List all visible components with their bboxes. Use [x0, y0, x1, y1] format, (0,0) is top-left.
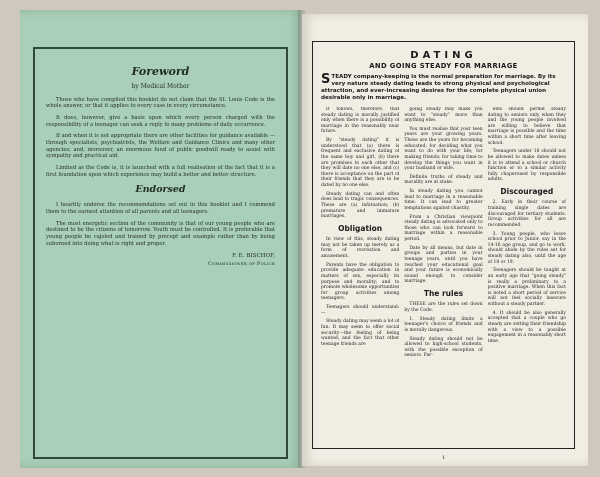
endorsed-title: Endorsed — [135, 184, 186, 196]
foreword-paragraph: Those who have compiled this booklet do not claim that the St. Louis Code is the whole answer, or that it applies to every case in every circumstance. — [46, 96, 275, 110]
article-paragraph: Steady dating can and often does lead to tragic consequences. These are (a) infatuation; (b) premature and immature marriages. — [321, 191, 400, 220]
foreword-title: Foreword — [131, 65, 190, 78]
article-paragraph: 1. Steady dating limits a teenager's choice of friends and is morally dangerous. — [404, 316, 483, 333]
dating-heading: DATING — [410, 50, 477, 61]
article-paragraph: Steady dating may seem a lot of fun. It may seem to offer social security—the feeling of being wanted; and the fact that other teenage friends are — [321, 319, 400, 347]
article-paragraph: Teenagers should understand:— — [321, 305, 400, 316]
article-paragraph: You must realise that your teen years are your growing years. These are the years for becoming educated; for deciding what you want to do with your life; for making friends; for taking time to develop the things you want in your husband or wife. — [404, 126, 483, 172]
foreword-paragraph: Limited as the Code is, it is launched with a full realisation of the fact that it is a first foundation upon which experience may build a better and better structure. — [46, 165, 275, 178]
article-paragraph: It follows, therefore, that steady dating is morally justified only when there is a possibility of marriage in the reasonably near future. — [321, 106, 400, 135]
article-paragraph: Teenagers should be taught at an early age that "going steady" is really a preliminary to a positive marriage. When this fact is noted a short period of service will not feel socially insecure without a steady partner. — [487, 268, 566, 308]
foreword-byline: by Medical Mother — [131, 83, 190, 91]
article-paragraph: In view of this, steady dating may not be taken up merely as a form of recreation and amusement. — [321, 237, 400, 260]
article-paragraph: Steady dating should not be allowed to high-school students, with the possible exception of seniors. Par- — [404, 336, 483, 359]
right-page-frame — [312, 41, 575, 461]
obligation-heading: Obligation — [338, 223, 383, 233]
column-3 — [488, 107, 566, 362]
endorsed-paragraph: I heartily endorse the recommendations set out in this booklet and I commend them to the earnest attention of all parents and all teenagers. — [46, 202, 275, 216]
article-paragraph: ents should permit steady dating to seniors only when they and the young people involved are willing to believe that marriage is possible and the time within a short time after leaving school. — [487, 106, 566, 146]
intro-dropcap: S — [321, 72, 331, 87]
page-number: 1 — [441, 455, 446, 461]
article-paragraph: Parents have the obligation to provide adequate education in matters of sex, especially its purpose and morality; and to promote wholesome opportunities for group activities among teenagers. — [321, 262, 400, 302]
rules-heading: The rules — [423, 289, 464, 299]
endorsed-paragraph: The most energetic section of the community is that of our young people who are destined to be the citizens of tomorrow. Youth must be controlled. It is preferable that young people be cajoled and trained by precept and example rather than by being suborned into doing what is right and proper. — [46, 220, 275, 247]
article-paragraph: Teenagers under 16 should not be allowed to make dates unless it is to attend a school or church function or to a similar activity fully chaperoned by responsible adults. — [487, 149, 566, 183]
column-2 — [404, 107, 482, 362]
dating-subheading: AND GOING STEADY FOR MARRIAGE — [369, 62, 518, 70]
article-paragraph: By "steady dating" it is understood that (a) there is frequent and exclusive dating of the same boy and girl, (b) there are promises to each other that they will date no one else, and (c) there is acceptance on the part of their friends that they are to be dated by no one else. — [321, 138, 400, 189]
article-paragraph: From a Christian viewpoint steady dating is advocated only to those who can look forward to marriage within a reasonable period. — [404, 214, 483, 243]
article-paragraph: 2. Early in their course of training single dates are discouraged for tertiary students. Group activities for all are recommended. — [487, 200, 566, 228]
article-paragraph: Definite truths of steady and morality are at stake. — [404, 174, 483, 186]
intro-paragraph — [321, 74, 566, 102]
left-page-frame — [33, 47, 288, 459]
article-paragraph: THESE are the rules set down by the Code. — [404, 302, 483, 314]
article-paragraph: In steady dating you cannot lead to marriage in a reasonable time. It can lead to greater temptations against chastity. — [404, 189, 483, 211]
right-page — [302, 14, 588, 466]
foreword-paragraph: If and when it is not appropriate there are other facilities for guidance available — through specialists, psychiatrists, the Welfare and Guidance Clinics and many other agencies; and, moreover, an enormous fund of public goodwill ready to assist with sympathy and practical aid. — [46, 133, 275, 160]
article-paragraph: 4. It should be also generally accepted that a couple who go steady are setting their friendship with a view to a possible engagement in a reasonably short time. — [487, 310, 566, 344]
foreword-paragraph: It does, however, give a basis upon which every person charged with the responsibility of a teenager can seek a reply to many problems of daily occurrence. — [46, 115, 275, 128]
intro-text: TEADY company-keeping is the normal preparation for marriage. By its very nature steady dating leads to strong physical and psychological attraction, and ever-increasing desires for the complete physical union desirable only in marriage. — [321, 74, 556, 101]
article-columns — [321, 107, 566, 362]
left-page — [20, 10, 302, 468]
article-paragraph: going steady may make you want to "steady" more than anything else. — [404, 106, 483, 124]
article-paragraph: 3. Young people, who leave school prior to Junior, say in the 14-16 age group, and go to work, should abide by the rules set for steady dating also, until the age of 18 or 19. — [487, 231, 566, 265]
article-paragraph: Date by all means, but date in groups and parties in your teenage years, until you have reached your educational goal and your future is economically sound enough to consider marriage. — [404, 245, 483, 285]
column-1 — [321, 107, 399, 362]
discouraged-heading: Discouraged — [500, 187, 554, 197]
signature-name: F. E. BISCHOF, — [232, 253, 275, 260]
signature-title: Commissioner of Police — [207, 260, 275, 267]
